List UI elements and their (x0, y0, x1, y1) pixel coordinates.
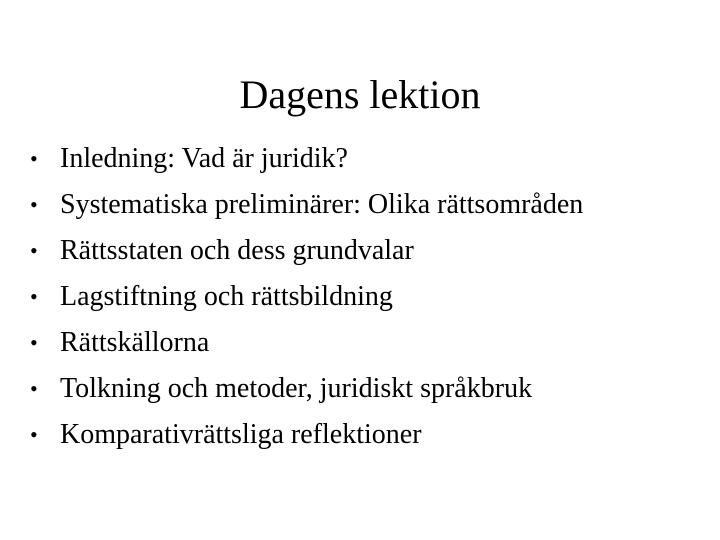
bullet-icon: • (30, 422, 38, 447)
list-item-text: Lagstiftning och rättsbildning (60, 281, 393, 312)
list-item (30, 366, 710, 412)
list-item-text: Systematiska preliminärer: Olika rättsområden (60, 189, 584, 220)
list-item (30, 412, 710, 458)
bullet-icon: • (30, 146, 38, 171)
list-item (30, 136, 710, 182)
bullet-icon: • (30, 330, 38, 355)
list-item-text: Tolkning och metoder, juridiskt språkbruk (60, 373, 533, 404)
list-item (30, 320, 710, 366)
list-item (30, 228, 710, 274)
list-item-text: Rättskällorna (60, 327, 210, 358)
list-item-text: Komparativrättsliga reflektioner (60, 419, 422, 450)
bullet-list (30, 136, 710, 458)
bullet-icon: • (30, 284, 38, 309)
slide-title: Dagens lektion (239, 72, 481, 117)
list-item (30, 274, 710, 320)
list-item-text: Rättsstaten och dess grundvalar (60, 235, 414, 266)
bullet-icon: • (30, 376, 38, 401)
bullet-icon: • (30, 192, 38, 217)
list-item-text: Inledning: Vad är juridik? (60, 143, 348, 174)
bullet-icon: • (30, 238, 38, 263)
list-item (30, 182, 710, 228)
